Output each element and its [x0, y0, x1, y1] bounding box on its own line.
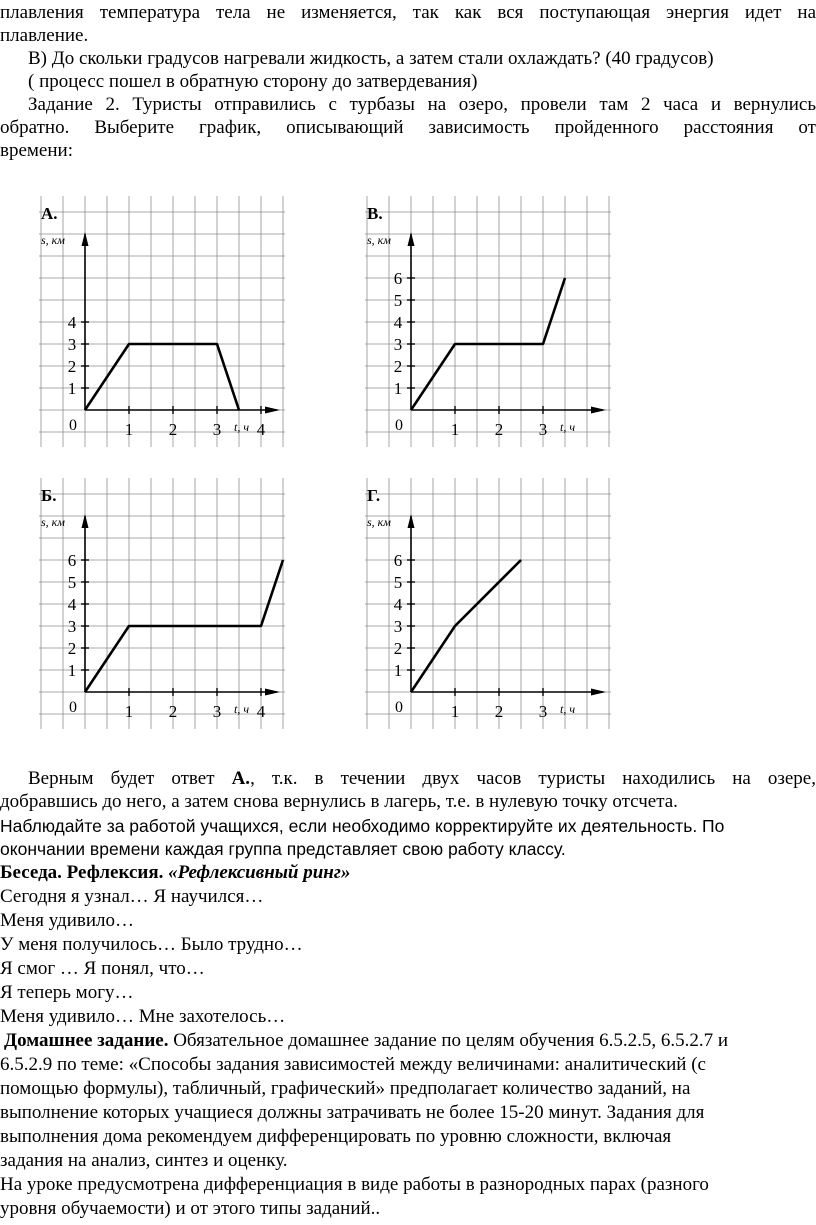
x-tick-label: 3	[212, 702, 222, 721]
reflection-row: Меня удивило… Мне захотелось…	[0, 1006, 286, 1027]
graph-panel	[365, 196, 611, 447]
homework-title: Домашнее задание. Обязательное домашнее задание по целям обучения 6.5.2.5, 6.5.2.7 и	[4, 1030, 729, 1051]
graph-title: Г.	[367, 486, 381, 505]
y-tick-label: 4	[67, 313, 77, 332]
y-tick-label: 3	[393, 335, 403, 354]
x-axis-label: t, ч	[234, 702, 250, 716]
text-line: ( процесс пошел в обратную сторону до затвердевания)	[28, 71, 478, 92]
reflection-row: У меня получилось… Было трудно…	[0, 934, 303, 955]
x-tick-label: 2	[494, 420, 504, 439]
x-tick-label: 4	[256, 420, 266, 439]
y-tick-label: 4	[393, 595, 403, 614]
reflection-title: Беседа. Рефлексия. «Рефлексивный ринг»	[0, 862, 351, 883]
text-line: уровня обучаемости) и от этого типы заданий..	[0, 1198, 381, 1219]
x-axis-arrow	[591, 407, 606, 414]
y-tick-label: 4	[393, 313, 403, 332]
x-tick-label: 1	[450, 420, 460, 439]
graph-panel	[39, 196, 285, 447]
reflection-row: Сегодня я узнал… Я научился…	[0, 886, 264, 907]
y-axis-label: s, км	[367, 233, 391, 247]
x-tick-label: 2	[168, 702, 178, 721]
text-line: обратно. Выберите график, описывающий зависимость пройденного расстояния от	[0, 117, 816, 138]
text-line: времени:	[0, 140, 73, 161]
y-axis-label: s, км	[41, 233, 65, 247]
text-line: помощью формулы), табличный, графический» предполагает количество заданий, на	[0, 1078, 691, 1099]
y-tick-label: 5	[393, 573, 403, 592]
text-line: На уроке предусмотрена дифференциация в виде работы в разнородных парах (разного	[0, 1174, 709, 1195]
text-line: окончании времени каждая группа представляет свою работу классу.	[0, 839, 566, 859]
graph-panel	[39, 478, 285, 729]
x-tick-label: 1	[124, 420, 134, 439]
graphs-figure	[35, 192, 611, 752]
text-line: Наблюдайте за работой учащихся, если необходимо корректируйте их деятельность. По	[0, 816, 725, 836]
y-tick-label: 1	[67, 661, 77, 680]
text-line: 6.5.2.9 по теме: «Способы задания зависимостей между величинами: аналитический (с	[0, 1054, 706, 1075]
x-tick-label: 1	[124, 702, 134, 721]
x-axis-label: t, ч	[560, 420, 576, 434]
origin-label: 0	[69, 417, 77, 434]
x-tick-label: 2	[168, 420, 178, 439]
y-tick-label: 4	[67, 595, 77, 614]
y-tick-label: 5	[67, 573, 77, 592]
x-tick-label: 3	[212, 420, 222, 439]
x-tick-label: 1	[450, 702, 460, 721]
y-tick-label: 1	[393, 661, 403, 680]
x-axis-label: t, ч	[234, 420, 250, 434]
x-tick-label: 3	[538, 420, 548, 439]
text-line: добравшись до него, а затем снова вернулись в лагерь, т.е. в нулевую точку отсчета.	[0, 791, 678, 812]
y-tick-label: 3	[67, 617, 77, 636]
origin-label: 0	[69, 699, 77, 716]
text-line: плавления температура тела не изменяется, так как вся поступающая энергия идет на	[0, 2, 816, 23]
y-tick-label: 6	[393, 269, 403, 288]
y-tick-label: 6	[67, 551, 77, 570]
reflection-row: Я смог … Я понял, что…	[0, 958, 205, 979]
text-line: задания на анализ, синтез и оценку.	[0, 1150, 288, 1171]
x-axis-arrow	[265, 689, 280, 696]
text-line: выполнение которых учащиеся должны затрачивать не более 15-20 минут. Задания для	[0, 1102, 705, 1123]
y-tick-label: 1	[67, 379, 77, 398]
y-tick-label: 3	[393, 617, 403, 636]
series-line	[85, 344, 239, 410]
reflection-row: Я теперь могу…	[0, 982, 134, 1003]
y-tick-label: 5	[393, 291, 403, 310]
y-tick-label: 2	[67, 357, 77, 376]
x-axis-arrow	[265, 407, 280, 414]
y-tick-label: 3	[67, 335, 77, 354]
x-tick-label: 4	[256, 702, 266, 721]
x-tick-label: 2	[494, 702, 504, 721]
x-tick-label: 3	[538, 702, 548, 721]
answer-text: Верным будет ответ А., т.к. в течении двух часов туристы находились на озере,	[28, 768, 816, 789]
x-axis-arrow	[591, 689, 606, 696]
answer-letter: А.	[231, 768, 251, 789]
y-axis-label: s, км	[41, 515, 65, 529]
graph-title: В.	[367, 204, 383, 223]
origin-label: 0	[395, 699, 403, 716]
text-line: плавление.	[0, 25, 89, 46]
y-tick-label: 2	[67, 639, 77, 658]
origin-label: 0	[395, 417, 403, 434]
graph-title: А.	[41, 204, 58, 223]
graph-panel	[365, 478, 611, 729]
reflection-row: Меня удивило…	[0, 910, 134, 931]
y-tick-label: 1	[393, 379, 403, 398]
text-line: выполнения дома рекомендуем дифференцировать по уровню сложности, включая	[0, 1126, 672, 1147]
y-tick-label: 2	[393, 357, 403, 376]
graph-title: Б.	[41, 486, 57, 505]
y-tick-label: 2	[393, 639, 403, 658]
task-2-text: Задание 2. Туристы отправились с турбазы на озеро, провели там 2 часа и вернулись	[28, 94, 816, 115]
y-tick-label: 6	[393, 551, 403, 570]
y-axis-label: s, км	[367, 515, 391, 529]
text-line: В) До скольки градусов нагревали жидкость, а затем стали охлаждать? (40 градусов)	[28, 48, 714, 69]
x-axis-label: t, ч	[560, 702, 576, 716]
